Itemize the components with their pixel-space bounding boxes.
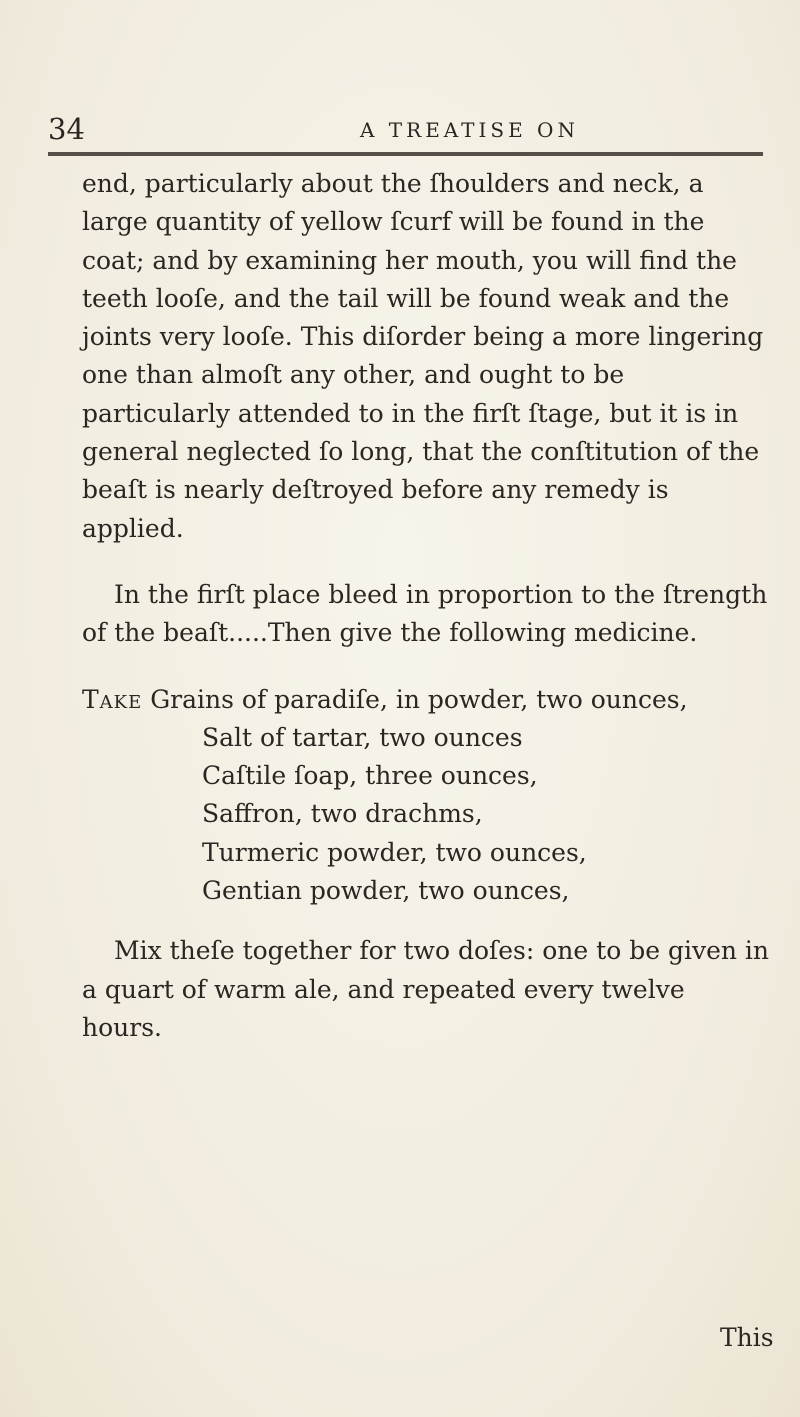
running-head: A TREATISE ON	[360, 118, 579, 142]
catchword: This	[720, 1323, 774, 1352]
recipe-ingredient: Turmeric powder, two ounces,	[202, 837, 587, 867]
paragraph-gap	[82, 548, 772, 576]
page-number: 34	[48, 112, 85, 146]
body-text	[82, 165, 772, 1047]
recipe-ingredient: Salt of tartar, two ounces	[202, 722, 523, 752]
recipe-lead-word: Take	[82, 684, 143, 714]
paragraph-gap	[82, 910, 772, 932]
paragraph-instructions: Mix theſe together for two doſes: one to be given in a quart of warm ale, and repeated every twelve hours.	[82, 936, 770, 1042]
paragraph-continuation: end, particularly about the ſhoulders and neck, a large quantity of yellow ſcurf will be found in the coat; and by examining her mouth, you will find the teeth looſe, and the tail will be found weak and the joints very looſe. This diſorder being a more lingering one than almoſt any other, and ought to be particularly attended to in the firſt ſtage, but it is in general neglected ſo long, that the conſtitution of the beaſt is nearly deſtroyed before any remedy is applied.	[82, 169, 764, 543]
recipe-ingredient: Gentian powder, two ounces,	[202, 876, 570, 906]
paragraph-gap	[82, 653, 772, 681]
recipe-ingredient: Caſtile ſoap, three ounces,	[202, 761, 538, 791]
recipe-first-ingredient: Grains of paradiſe, in powder, two ounces,	[142, 684, 688, 714]
header-rule	[48, 152, 763, 156]
paragraph-bleeding: In the firſt place bleed in proportion to the ſtrength of the beaſt.....Then give the following medicine.	[82, 579, 768, 648]
recipe-first-line	[82, 681, 772, 719]
page-header	[48, 112, 768, 152]
recipe-ingredient: Saffron, two drachms,	[202, 799, 483, 829]
